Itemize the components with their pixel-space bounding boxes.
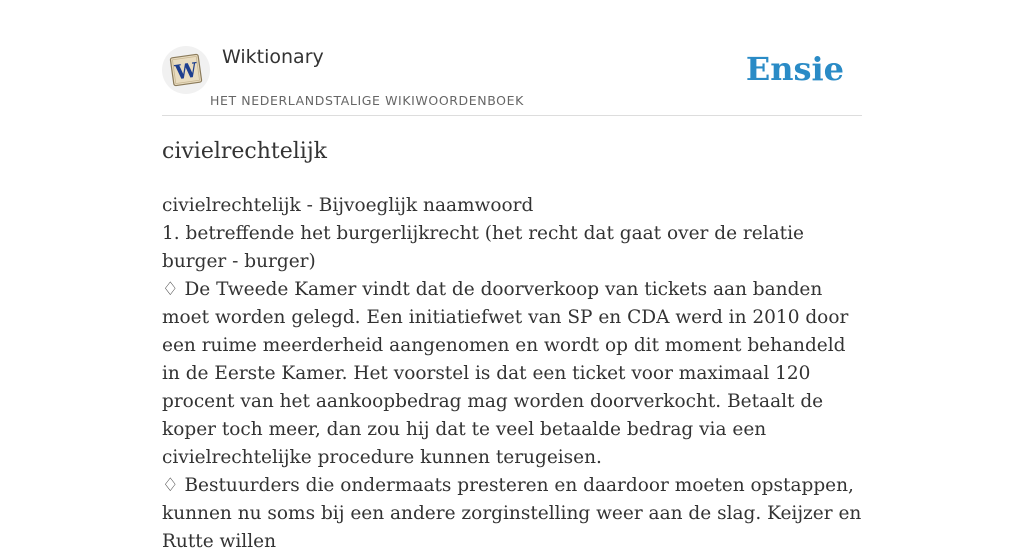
wiktionary-tile-graphic	[162, 46, 210, 94]
site-header	[162, 0, 862, 116]
page-title: civielrechtelijk	[162, 139, 327, 164]
site-name[interactable]: Wiktionary	[222, 46, 324, 68]
ensie-brand-link[interactable]: Ensie	[745, 50, 844, 88]
example-sentence: ♢ De Tweede Kamer vindt dat de doorverkoop van tickets aan banden moet worden gelegd. Een initiatiefwet van SP en CDA werd in 2010 door een ruime meerderheid aangenomen en wordt op dit moment behandeld in de Eerste Kamer. Het voorstel is dat een ticket voor maximaal 120 procent van het aankoopbedrag mag worden doorverkocht. Betaalt de koper toch meer, dan zou hij dat te veel betaalde bedrag via een civielrechtelijke procedure kunnen terugeisen.	[162, 279, 849, 468]
definition-sense: 1. betreffende het burgerlijkrecht (het recht dat gaat over de relatie burger - burger)	[162, 223, 804, 272]
example-sentence: ♢ Bestuurders die ondermaats presteren en daardoor moeten opstappen, kunnen nu soms bij een andere zorginstelling weer aan de slag. Keijzer en Rutte willen	[162, 475, 862, 552]
page-container	[162, 0, 862, 552]
logo-letter: W	[173, 57, 199, 85]
definition-heading: civielrechtelijk - Bijvoeglijk naamwoord	[162, 195, 534, 216]
site-tagline: HET NEDERLANDSTALIGE WIKIWOORDENBOEK	[210, 93, 524, 108]
article-content	[162, 192, 862, 556]
wiktionary-logo-icon[interactable]	[162, 46, 210, 94]
